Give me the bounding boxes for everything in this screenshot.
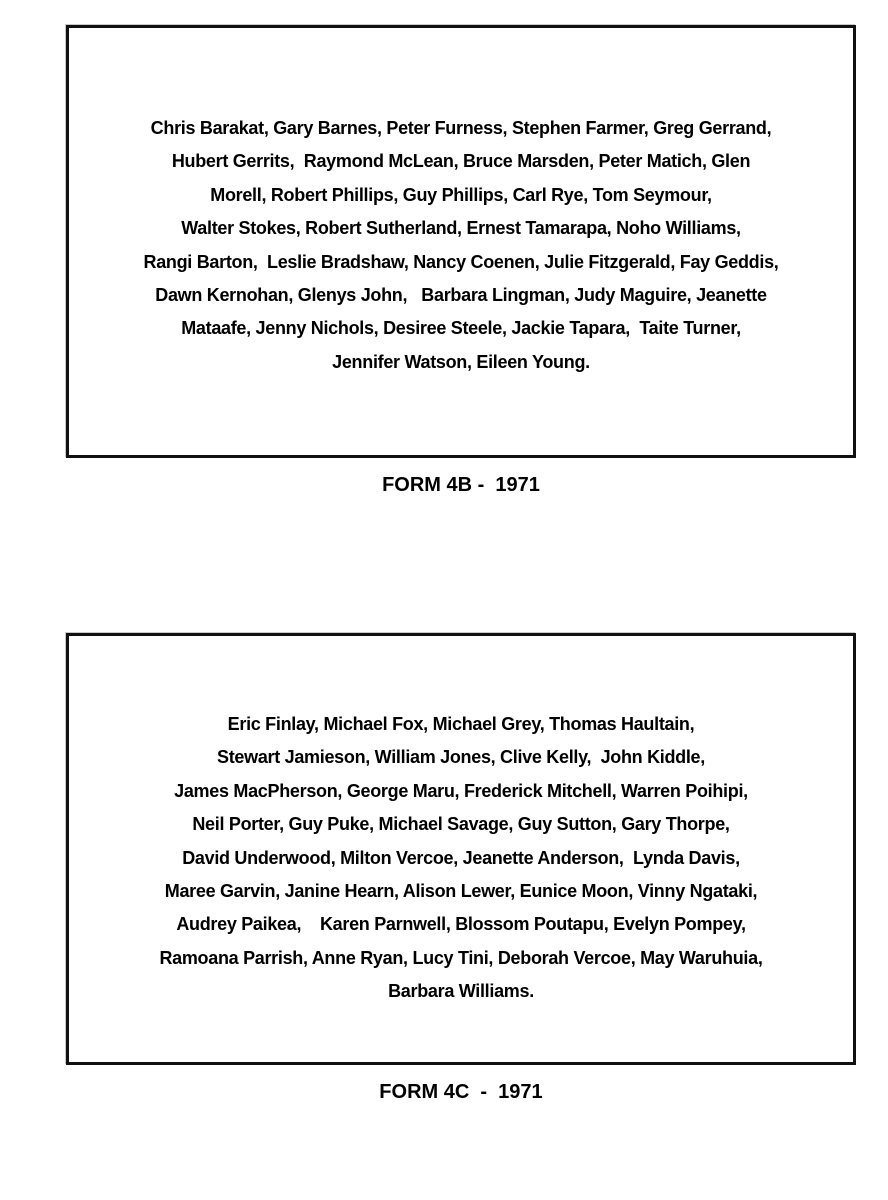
names-line: Eric Finlay, Michael Fox, Michael Grey, Thomas Haultain,	[227, 714, 695, 734]
caption-form-4c: FORM 4C - 1971	[379, 1081, 543, 1103]
names-line: Rangi Barton, Leslie Bradshaw, Nancy Coenen, Julie Fitzgerald, Fay Geddis,	[143, 251, 779, 272]
names-line: Morell, Robert Phillips, Guy Phillips, Carl Rye, Tom Seymour,	[210, 184, 712, 205]
names-line: Dawn Kernohan, Glenys John, Barbara Lingman, Judy Maguire, Jeanette	[155, 285, 767, 306]
names-line: Jennifer Watson, Eileen Young.	[332, 351, 590, 372]
names-list-form-4c	[69, 708, 853, 1009]
names-line: Mataafe, Jenny Nichols, Desiree Steele, Jackie Tapara, Taite Turner,	[181, 318, 741, 339]
names-line: Neil Porter, Guy Puke, Michael Savage, Guy Sutton, Gary Thorpe,	[192, 814, 730, 835]
names-frame-form-4c	[66, 633, 856, 1065]
names-list-form-4b	[69, 112, 853, 379]
caption-form-4b: FORM 4B - 1971	[382, 474, 540, 496]
names-line: Maree Garvin, Janine Hearn, Alison Lewer, Eunice Moon, Vinny Ngataki,	[164, 881, 758, 902]
names-line: Stewart Jamieson, William Jones, Clive Kelly, John Kiddle,	[217, 747, 705, 768]
names-line: Walter Stokes, Robert Sutherland, Ernest Tamarapa, Noho Williams,	[181, 218, 741, 239]
names-line: James MacPherson, George Maru, Frederick Mitchell, Warren Poihipi,	[174, 780, 748, 801]
names-line: Chris Barakat, Gary Barnes, Peter Furness, Stephen Farmer, Greg Gerrand,	[150, 118, 772, 138]
names-line: Ramoana Parrish, Anne Ryan, Lucy Tini, Deborah Vercoe, May Waruhuia,	[159, 947, 763, 968]
names-line: Barbara Williams.	[388, 981, 534, 1002]
names-line: David Underwood, Milton Vercoe, Jeanette Anderson, Lynda Davis,	[182, 847, 740, 868]
names-line: Hubert Gerrits, Raymond McLean, Bruce Marsden, Peter Matich, Glen	[171, 151, 751, 172]
names-line: Audrey Paikea, Karen Parnwell, Blossom Poutapu, Evelyn Pompey,	[176, 914, 746, 935]
names-frame-form-4b	[66, 25, 856, 458]
